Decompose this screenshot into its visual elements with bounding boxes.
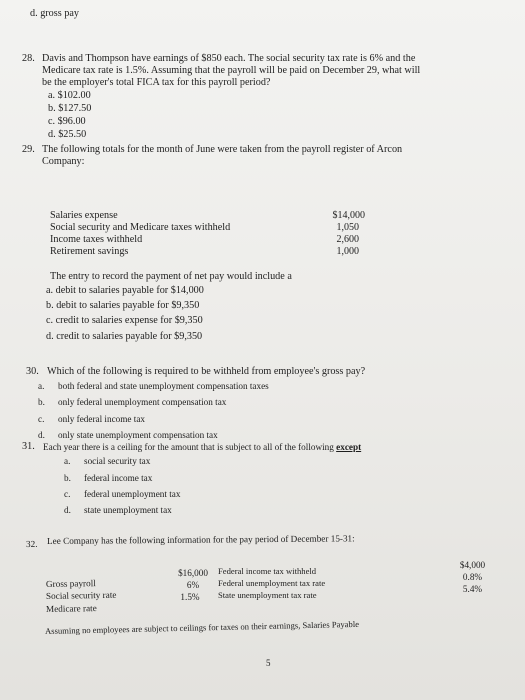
q32-left-label: Social security rate <box>45 589 117 601</box>
q32-right-value: 5.4% <box>462 584 483 594</box>
q29-prompt: The entry to record the payment of net pay would include a <box>50 271 292 282</box>
q31-emphasis: except <box>336 442 362 452</box>
q30-option-text: only state unemployment compensation tax <box>58 430 218 440</box>
q32-number: 32. <box>25 538 38 549</box>
q31-option-text: social security tax <box>84 456 151 466</box>
q32-left-value: $16,000 <box>178 568 208 578</box>
q28-option-b: b. $127.50 <box>48 103 92 114</box>
q29-option-a: a. debit to salaries payable for $14,000 <box>46 285 204 296</box>
q32-footer: Assuming no employees are subject to ceilings for taxes on their earnings, Salaries Payable <box>44 618 360 636</box>
q31-number: 31. <box>22 441 35 452</box>
q32-question: Lee Company has the following information for the pay period of December 15-31: <box>46 533 355 546</box>
q29-row-value: 1,050 <box>336 222 359 233</box>
q28-line-2: Medicare tax rate is 1.5%. Assuming that the payroll will be paid on December 29, what will <box>42 65 421 76</box>
q32-right-value: 0.8% <box>462 572 483 582</box>
q31-question-text: Each year there is a ceiling for the amount that is subject to all of the following <box>43 442 334 452</box>
q31-option-text: state unemployment tax <box>84 505 172 515</box>
q32-right-label: Federal income tax withheld <box>218 566 317 576</box>
q29-row-label: Income taxes withheld <box>50 234 143 245</box>
q28-option-c: c. $96.00 <box>48 116 86 127</box>
page-number: 5 <box>266 658 271 668</box>
q30-option-letter: c. <box>38 414 45 424</box>
q29-row-value: 1,000 <box>336 246 359 257</box>
q31-option-letter: d. <box>64 505 71 515</box>
q29-option-d: d. credit to salaries payable for $9,350 <box>46 331 203 342</box>
q29-option-b: b. debit to salaries payable for $9,350 <box>46 300 200 311</box>
q32-left-value: 6% <box>186 580 200 590</box>
q28-option-a: a. $102.00 <box>48 90 91 101</box>
q29-row-value: $14,000 <box>332 210 365 221</box>
q28-line-1: Davis and Thompson have earnings of $850 each. The social security tax rate is 6% and the <box>42 53 416 64</box>
q30-question: Which of the following is required to be withheld from employee's gross pay? <box>47 366 366 377</box>
q31-option-text: federal unemployment tax <box>84 489 181 499</box>
q31-option-letter: a. <box>64 456 71 466</box>
q31-question <box>43 441 361 453</box>
q29-row-value: 2,600 <box>336 234 359 245</box>
q32-right-label: State unemployment tax rate <box>218 590 317 600</box>
q32-right-label: Federal unemployment tax rate <box>218 578 326 588</box>
q31-option-letter: b. <box>64 473 71 483</box>
q30-number: 30. <box>26 366 39 377</box>
q32-left-label: Medicare rate <box>45 603 97 614</box>
q28-line-3: be the employer's total FICA tax for this payroll period? <box>42 77 271 88</box>
q32-left-value: 1.5% <box>180 592 200 602</box>
q32-left-label: Gross payroll <box>45 578 96 589</box>
q29-row-label: Retirement savings <box>50 246 129 257</box>
q30-option-letter: d. <box>38 430 45 440</box>
q30-option-text: only federal unemployment compensation tax <box>58 397 227 407</box>
q29-row-label: Social security and Medicare taxes withheld <box>50 222 231 233</box>
q28-number: 28. <box>22 53 35 64</box>
q31-option-text: federal income tax <box>84 473 153 483</box>
q29-row-label: Salaries expense <box>50 210 118 221</box>
q29-line-1: The following totals for the month of June were taken from the payroll register of Arcon <box>42 144 403 155</box>
q30-option-letter: a. <box>38 381 45 391</box>
q29-option-c: c. credit to salaries expense for $9,350 <box>46 315 203 326</box>
q28-option-d: d. $25.50 <box>48 129 87 140</box>
q29-line-2: Company: <box>42 156 85 167</box>
q30-option-text: both federal and state unemployment compensation taxes <box>58 381 269 391</box>
top-option: d. gross pay <box>30 8 79 19</box>
q29-number: 29. <box>22 144 35 155</box>
q30-option-text: only federal income tax <box>58 414 145 424</box>
q31-option-letter: c. <box>64 489 71 499</box>
q30-option-letter: b. <box>38 397 45 407</box>
q32-right-value: $4,000 <box>459 560 486 570</box>
